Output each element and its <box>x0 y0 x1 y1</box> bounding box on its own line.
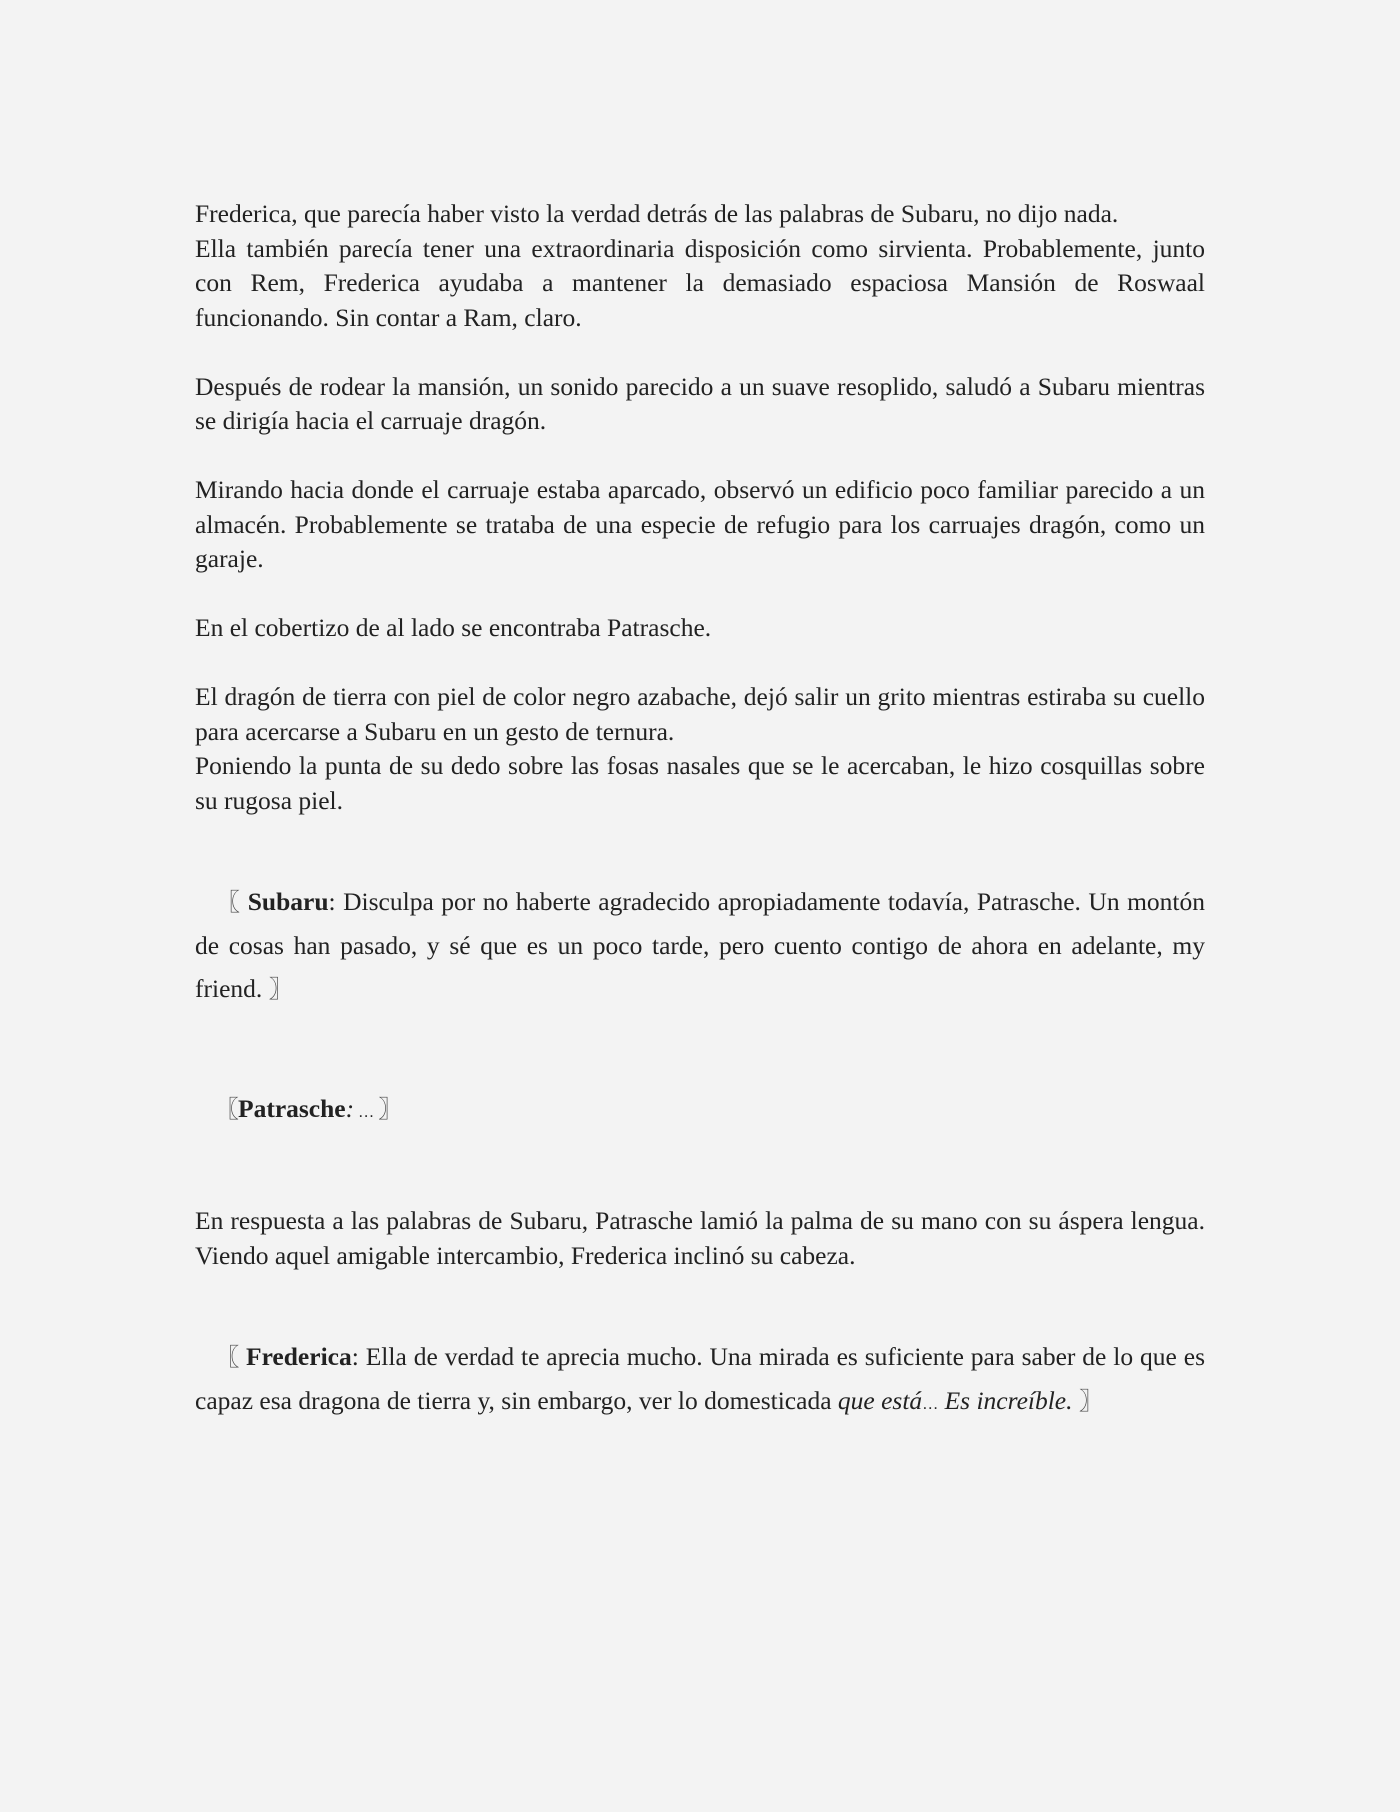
paragraph-4: Mirando hacia donde el carruaje estaba aparcado, observó un edificio poco familiar parecido a un almacén. Probablemente se trataba de una especie de refugio para los carruajes dragón, como un garaje. <box>195 475 1205 573</box>
paragraph-6: El dragón de tierra con piel de color negro azabache, dejó salir un grito mientras estiraba su cuello para acercarse a Subaru en un gesto de ternura. <box>195 682 1205 746</box>
dialogue-text: : Ella de verdad te aprecia mucho. Una mirada es suficiente para saber de lo que es capaz esa dragona de tierra y, sin embargo, ver lo domesticada <box>195 1342 1206 1415</box>
paragraph-1: Frederica, que parecía haber visto la verdad detrás de las palabras de Subaru, no dijo nada. <box>195 199 1119 228</box>
section-spacer <box>195 818 1205 880</box>
close-bracket-icon: 〗 <box>1078 1387 1102 1415</box>
dialogue-italic-tail: Es increíble. <box>938 1386 1079 1415</box>
section-spacer <box>195 1134 1205 1204</box>
open-bracket-icon: 〖 <box>215 888 241 916</box>
speaker-name: Patrasche <box>238 1094 346 1123</box>
dialogue-ellipsis: … <box>922 1396 939 1413</box>
open-bracket-icon: 〖 <box>215 1343 240 1371</box>
dialogue-patrasche <box>195 1087 1205 1134</box>
paragraph-spacer <box>195 646 1205 681</box>
document-body <box>195 197 1205 1426</box>
speaker-name: Frederica <box>246 1342 352 1371</box>
paragraph-7: Poniendo la punta de su dedo sobre las fosas nasales que se le acercaban, le hizo cosquillas sobre su rugosa piel. <box>195 751 1205 815</box>
paragraph-2: Ella también parecía tener una extraordinaria disposición como sirvienta. Probablemente, junto con Rem, Frederica ayudaba a mantener la demasiado espaciosa Mansión de Roswaal funcionando. Sin contar a Ram, claro. <box>195 233 1205 332</box>
paragraph-3: Después de rodear la mansión, un sonido parecido a un suave resoplido, saludó a Subaru mientras se dirigía hacia el carruaje dragón. <box>195 371 1205 435</box>
paragraph-spacer <box>195 335 1205 370</box>
section-spacer <box>195 1011 1205 1087</box>
dialogue-italic-text: que está <box>837 1386 923 1415</box>
section-spacer <box>195 1273 1205 1335</box>
dialogue-subaru <box>195 880 1205 1011</box>
speaker-name: Subaru <box>247 887 329 916</box>
paragraph-5: En el cobertizo de al lado se encontraba Patrasche. <box>195 613 712 642</box>
close-bracket-icon: 〗 <box>378 1095 402 1123</box>
dialogue-colon: : <box>345 1094 355 1123</box>
paragraph-8: En respuesta a las palabras de Subaru, Patrasche lamió la palma de su mano con su áspera lengua. Viendo aquel amigable intercambio, Frederica inclinó su cabeza. <box>195 1206 1205 1270</box>
dialogue-frederica <box>195 1335 1205 1426</box>
paragraph-spacer <box>195 577 1205 612</box>
paragraph-spacer <box>195 439 1205 474</box>
dialogue-text: : Disculpa por no haberte agradecido apropiadamente todavía, Patrasche. Un montón de cosas han pasado, y sé que es un poco tarde, pero cuento contigo de ahora en adelante, my friend. <box>195 887 1206 1003</box>
close-bracket-icon: 〗 <box>268 975 292 1003</box>
dialogue-text: … <box>354 1104 379 1121</box>
open-bracket-icon: 〖 <box>215 1095 238 1123</box>
